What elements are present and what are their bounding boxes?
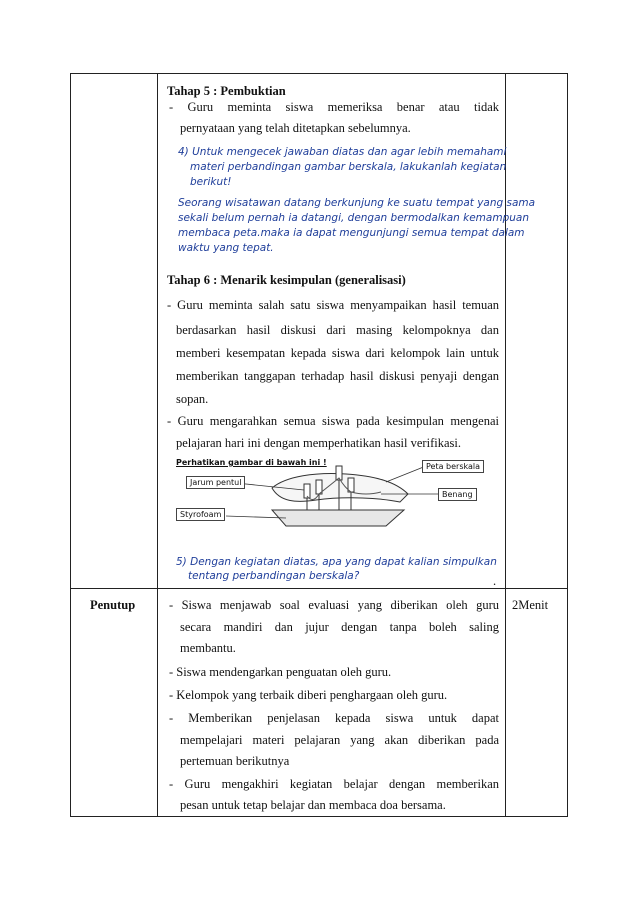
tahap6-line-3: memberi kesempatan kepada siswa dari kelompok lain untuk	[176, 346, 499, 360]
tahap6-line-6: - Guru mengarahkan semua siswa pada kesimpulan mengenai	[167, 414, 499, 428]
label-styrofoam: Styrofoam	[176, 508, 225, 521]
tahap6-line-1: - Guru meminta salah satu siswa menyampaikan hasil temuan	[167, 298, 499, 312]
hw-question-4-line-1	[178, 146, 506, 159]
penutup-item-1-line-1: - Siswa menjawab soal evaluasi yang diberikan oleh guru	[169, 598, 499, 612]
table-left-border	[70, 73, 71, 817]
trailing-dot: .	[493, 574, 497, 588]
penutup-item-4-line-2: mempelajari materi pelajaran yang akan diberikan pada	[180, 733, 499, 747]
table-col-divider-1	[157, 73, 158, 817]
tahap6-line-7: pelajaran hari ini dengan memperhatikan hasil verifikasi.	[176, 436, 461, 450]
hw-question-4-line-2: materi perbandingan gambar berskala, lakukanlah kegiatan	[190, 161, 507, 173]
hw-question-4-line-3: berikut!	[190, 176, 232, 188]
penutup-item-4-line-3: pertemuan berikutnya	[180, 754, 290, 768]
table-bottom-border	[70, 816, 568, 817]
label-peta-berskala: Peta berskala	[422, 460, 484, 473]
hw-paragraph-line-3: membaca peta.maka ia dapat mengunjungi semua tempat dalam	[178, 227, 525, 239]
hw-question-5-line-2: tentang perbandingan berskala?	[188, 570, 360, 582]
penutup-item-3: - Kelompok yang terbaik diberi penghargaan oleh guru.	[169, 688, 448, 702]
scale-map-figure	[176, 458, 500, 546]
hw-paragraph-line-1: Seorang wisatawan datang berkunjung ke suatu tempat yang sama	[178, 197, 536, 209]
table-col-divider-2	[505, 73, 506, 817]
tahap5-line-1: - Guru meminta siswa memeriksa benar atau tidak	[169, 100, 499, 114]
penutup-time: 2Menit	[512, 598, 549, 612]
penutup-item-5-line-1: - Guru mengakhiri kegiatan belajar dengan memberikan	[169, 777, 499, 791]
tahap5-title: Tahap 5 : Pembuktian	[167, 84, 286, 98]
hw-paragraph-line-2: sekali belum pernah ia datangi, dengan bermodalkan kemampuan	[178, 212, 529, 224]
hw-question-5-line-1: 5) Dengan kegiatan diatas, apa yang dapat kalian simpulkan	[176, 556, 497, 568]
tahap5-line-2: pernyataan yang telah ditetapkan sebelumnya.	[180, 121, 411, 135]
tahap6-line-5: sopan.	[176, 392, 209, 406]
penutup-item-2: - Siswa mendengarkan penguatan oleh guru.	[169, 665, 392, 679]
table-top-border	[70, 73, 568, 74]
penutup-item-4-line-1: - Memberikan penjelasan kepada siswa untuk dapat	[169, 711, 499, 725]
hw-paragraph-line-4: waktu yang tepat.	[178, 242, 274, 254]
label-benang: Benang	[438, 488, 477, 501]
styrofoam-shape	[272, 510, 404, 526]
penutup-label: Penutup	[90, 598, 136, 612]
table-right-border	[567, 73, 568, 817]
penutup-item-5-line-2: pesan untuk tetap belajar dan membaca doa bersama.	[180, 798, 446, 812]
tahap6-line-2: berdasarkan hasil diskusi dari masing kelompoknya dan	[176, 323, 499, 337]
penutup-item-1-line-3: membantu.	[180, 641, 236, 655]
pin-1	[304, 484, 310, 498]
figure-heading: Perhatikan gambar di bawah ini !	[176, 458, 327, 467]
tahap6-title: Tahap 6 : Menarik kesimpulan (generalisasi)	[167, 273, 406, 287]
hw-question-4-text-1: 4) Untuk mengecek jawaban diatas dan agar lebih memahami	[178, 146, 507, 158]
penutup-item-1-line-2: secara mandiri dan jujur dengan tanpa boleh saling	[180, 620, 499, 634]
tahap6-line-4: memberikan tanggapan terhadap hasil diskusi penyaji dengan	[176, 369, 499, 383]
label-jarum-pentul: Jarum pentul	[186, 476, 245, 489]
